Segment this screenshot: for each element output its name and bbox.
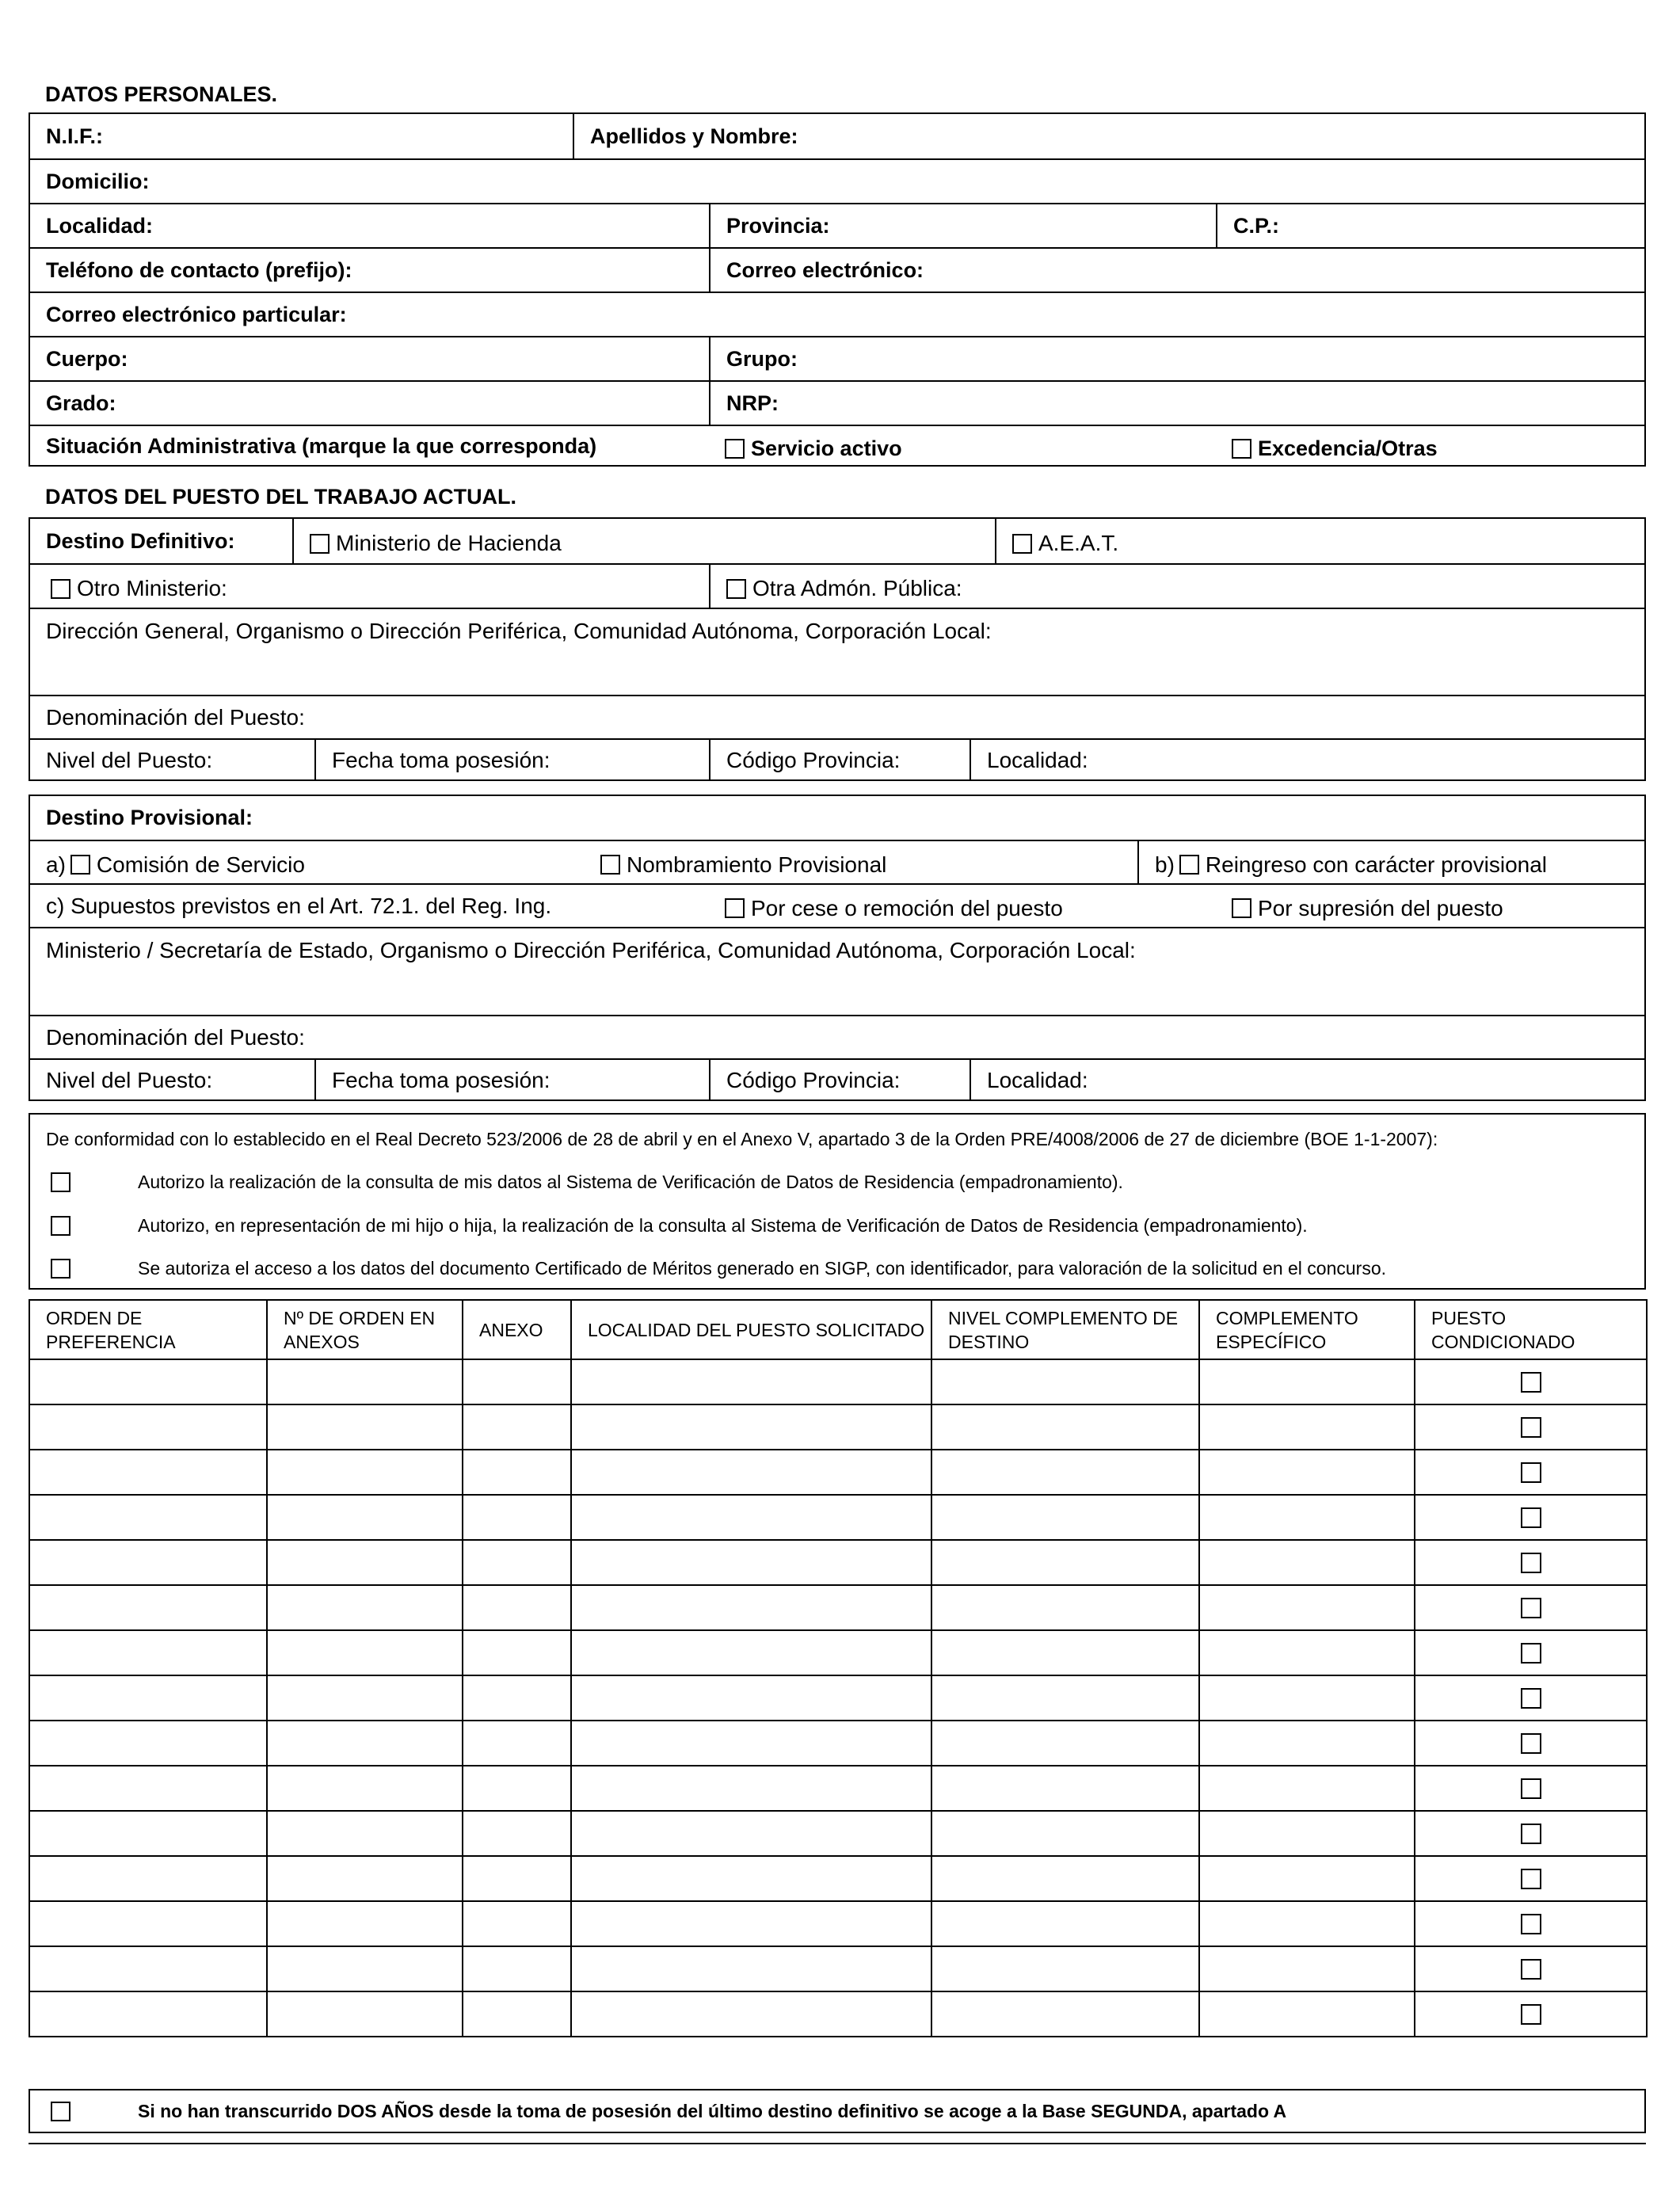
condicionado-checkbox[interactable]: [1521, 1417, 1541, 1438]
table-cell[interactable]: [267, 1811, 463, 1856]
row-denominacion: [30, 695, 1644, 738]
condicionado-checkbox[interactable]: [1521, 2004, 1541, 2025]
condicionado-cell: [1415, 1901, 1647, 1946]
base-segunda-text: Si no han transcurrido DOS AÑOS desde la toma de posesión del último destino definitivo se acoge a la Base SEGUNDA, apartado A: [138, 2100, 1287, 2121]
prov-localidad-label: Localidad:: [987, 1068, 1088, 1092]
reingreso-checkbox[interactable]: [1179, 855, 1199, 875]
servicio-activo-checkbox[interactable]: [725, 439, 745, 459]
table-row: [29, 1766, 1647, 1811]
prov-localidad-field[interactable]: [970, 1060, 1644, 1101]
row-direccion: [30, 608, 1644, 695]
table-cell[interactable]: [267, 1946, 463, 1991]
table-cell[interactable]: [267, 1630, 463, 1675]
table-cell[interactable]: [29, 1811, 267, 1856]
condicionado-cell: [1415, 1585, 1647, 1630]
nombramiento-checkbox[interactable]: [600, 855, 620, 875]
table-cell[interactable]: [1199, 1450, 1415, 1495]
direccion-field[interactable]: [30, 609, 1644, 695]
table-row: [29, 1946, 1647, 1991]
excedencia-checkbox[interactable]: [1232, 439, 1251, 459]
condicionado-cell: [1415, 1450, 1647, 1495]
condicionado-cell: [1415, 1630, 1647, 1675]
direccion-label: Dirección General, Organismo o Dirección Periférica, Comunidad Autónoma, Corporación Local:: [46, 619, 992, 643]
table-cell[interactable]: [1199, 1585, 1415, 1630]
hacienda-checkbox[interactable]: [310, 534, 330, 554]
table-cell[interactable]: [463, 1495, 571, 1540]
condicionado-checkbox[interactable]: [1521, 1643, 1541, 1664]
correo-particular-field[interactable]: [30, 293, 1644, 336]
bottom-rule: [29, 2143, 1646, 2144]
table-cell[interactable]: [931, 1901, 1199, 1946]
nrp-label: NRP:: [726, 391, 779, 415]
base-segunda-option[interactable]: [30, 2090, 1644, 2132]
condicionado-checkbox[interactable]: [1521, 1914, 1541, 1934]
table-cell[interactable]: [571, 1540, 931, 1585]
condicionado-cell: [1415, 1991, 1647, 2037]
aeat-checkbox[interactable]: [1012, 534, 1032, 554]
denominacion-label: Denominación del Puesto:: [46, 704, 305, 730]
supresion-checkbox[interactable]: [1232, 898, 1251, 918]
table-cell[interactable]: [931, 1856, 1199, 1901]
telefono-field[interactable]: [30, 249, 709, 292]
provisional-label: Destino Provisional:: [46, 806, 253, 829]
table-cell[interactable]: [931, 1359, 1199, 1404]
condicionado-cell: [1415, 1495, 1647, 1540]
cp-label: C.P.:: [1233, 213, 1280, 238]
condicionado-cell: [1415, 1359, 1647, 1404]
row-localidad: [30, 203, 1644, 247]
table-cell[interactable]: [267, 1901, 463, 1946]
condicionado-checkbox[interactable]: [1521, 1553, 1541, 1573]
nif-label: N.I.F.:: [46, 124, 103, 148]
table-row: [29, 1630, 1647, 1675]
table-row: [29, 1359, 1647, 1404]
condicionado-checkbox[interactable]: [1521, 1869, 1541, 1889]
condicionado-cell: [1415, 1721, 1647, 1766]
table-cell[interactable]: [931, 1766, 1199, 1811]
row-supuestos: [30, 883, 1644, 927]
codigo-provincia-label: Código Provincia:: [726, 748, 901, 772]
table-cell[interactable]: [29, 1540, 267, 1585]
table-cell[interactable]: [1199, 1856, 1415, 1901]
otra-admon-option[interactable]: [709, 565, 1644, 608]
table-cell[interactable]: [267, 1856, 463, 1901]
row-prov-nivel: [30, 1058, 1644, 1101]
table-cell[interactable]: [571, 1359, 931, 1404]
nivel-label: Nivel del Puesto:: [46, 748, 213, 772]
condicionado-checkbox[interactable]: [1521, 1688, 1541, 1709]
table-cell[interactable]: [1199, 1404, 1415, 1450]
nif-field[interactable]: [30, 114, 573, 158]
consent-checkbox[interactable]: [51, 1216, 70, 1236]
section-title-current-job: DATOS DEL PUESTO DEL TRABAJO ACTUAL.: [45, 485, 517, 509]
table-cell[interactable]: [463, 1991, 571, 2037]
table-cell[interactable]: [29, 1585, 267, 1630]
provincia-label: Provincia:: [726, 213, 830, 238]
table-cell[interactable]: [571, 1766, 931, 1811]
table-cell[interactable]: [463, 1359, 571, 1404]
table-cell[interactable]: [1199, 1359, 1415, 1404]
consent-box: [29, 1113, 1646, 1290]
consent-item[interactable]: [30, 1255, 1644, 1282]
table-cell[interactable]: [931, 1404, 1199, 1450]
comision-checkbox[interactable]: [70, 855, 90, 875]
table-cell[interactable]: [463, 1630, 571, 1675]
table-header-row: [29, 1300, 1647, 1359]
nivel-field[interactable]: [30, 740, 314, 781]
table-cell[interactable]: [29, 1766, 267, 1811]
table-cell[interactable]: [267, 1721, 463, 1766]
row-grado: [30, 380, 1644, 425]
telefono-label: Teléfono de contacto (prefijo):: [46, 257, 352, 282]
table-cell[interactable]: [1199, 1540, 1415, 1585]
excedencia-label: Excedencia/Otras: [1258, 436, 1438, 460]
table-cell[interactable]: [571, 1811, 931, 1856]
table-cell[interactable]: [463, 1721, 571, 1766]
nombramiento-label: Nombramiento Provisional: [627, 852, 887, 877]
table-row: [29, 1811, 1647, 1856]
table-cell[interactable]: [463, 1404, 571, 1450]
supresion-label: Por supresión del puesto: [1258, 895, 1503, 920]
otro-ministerio-label: Otro Ministerio:: [77, 576, 227, 600]
table-row: [29, 1991, 1647, 2037]
table-cell[interactable]: [571, 1991, 931, 2037]
table-cell[interactable]: [1199, 1721, 1415, 1766]
prov-fecha-label: Fecha toma posesión:: [332, 1068, 550, 1092]
table-cell[interactable]: [571, 1856, 931, 1901]
table-cell[interactable]: [931, 1946, 1199, 1991]
table-cell[interactable]: [29, 1404, 267, 1450]
row-domicilio: [30, 158, 1644, 203]
excedencia-option[interactable]: [1216, 426, 1644, 467]
table-cell[interactable]: [931, 1811, 1199, 1856]
table-cell[interactable]: [931, 1585, 1199, 1630]
table-cell[interactable]: [29, 1946, 267, 1991]
table-cell[interactable]: [1199, 1901, 1415, 1946]
situacion-label: Situación Administrativa (marque la que corresponda): [46, 434, 597, 458]
table-row: [29, 1901, 1647, 1946]
grado-field[interactable]: [30, 382, 709, 425]
aeat-option[interactable]: [995, 519, 1644, 563]
localidad-puesto-label: Localidad:: [987, 748, 1088, 772]
row-ministerio: [30, 927, 1644, 1015]
supresion-option[interactable]: [1216, 885, 1644, 927]
supuestos-label: c) Supuestos previstos en el Art. 72.1. del Reg. Ing.: [46, 893, 552, 918]
consent-item[interactable]: [30, 1212, 1644, 1239]
consent-text: Autorizo la realización de la consulta de mis datos al Sistema de Verificación de Datos de Residencia (empadronamiento).: [138, 1171, 1123, 1192]
table-cell[interactable]: [463, 1946, 571, 1991]
fecha-field[interactable]: [314, 740, 709, 781]
a-prefix: a): [46, 852, 66, 877]
condicionado-checkbox[interactable]: [1521, 1372, 1541, 1393]
table-cell[interactable]: [267, 1540, 463, 1585]
table-cell[interactable]: [1199, 1946, 1415, 1991]
table-cell[interactable]: [463, 1856, 571, 1901]
table-cell[interactable]: [29, 1721, 267, 1766]
table-row: [29, 1495, 1647, 1540]
prov-codigo-field[interactable]: [709, 1060, 970, 1101]
table-row: [29, 1856, 1647, 1901]
ministerio-field[interactable]: [30, 928, 1644, 1015]
reingreso-option[interactable]: [1137, 841, 1644, 883]
table-cell[interactable]: [571, 1901, 931, 1946]
consent-checkbox[interactable]: [51, 1172, 70, 1192]
table-cell[interactable]: [267, 1359, 463, 1404]
prov-nivel-label: Nivel del Puesto:: [46, 1068, 213, 1092]
codigo-provincia-field[interactable]: [709, 740, 970, 781]
table-cell[interactable]: [267, 1585, 463, 1630]
row-nif: [30, 114, 1644, 158]
reingreso-label: Reingreso con carácter provisional: [1205, 852, 1548, 877]
table-cell[interactable]: [29, 1991, 267, 2037]
table-row: [29, 1585, 1647, 1630]
condicionado-cell: [1415, 1946, 1647, 1991]
table-cell[interactable]: [1199, 1991, 1415, 2037]
nombre-label: Apellidos y Nombre:: [590, 124, 798, 148]
table-cell[interactable]: [463, 1540, 571, 1585]
table-cell[interactable]: [931, 1721, 1199, 1766]
table-cell[interactable]: [29, 1450, 267, 1495]
table-cell[interactable]: [463, 1585, 571, 1630]
header-localidad: LOCALIDAD DEL PUESTO SOLICITADO: [571, 1300, 931, 1359]
consent-checkbox[interactable]: [51, 1259, 70, 1279]
provisional-box: [29, 795, 1646, 1101]
consent-item[interactable]: [30, 1168, 1644, 1195]
grupo-label: Grupo:: [726, 346, 798, 371]
row-telefono: [30, 247, 1644, 292]
table-cell[interactable]: [931, 1991, 1199, 2037]
condicionado-checkbox[interactable]: [1521, 1462, 1541, 1483]
condicionado-checkbox[interactable]: [1521, 1598, 1541, 1618]
otro-ministerio-option[interactable]: [30, 565, 709, 608]
row-provisional-options: [30, 840, 1644, 883]
row-prov-denominacion: [30, 1015, 1644, 1058]
table-row: [29, 1721, 1647, 1766]
header-condicionado: PUESTO CONDICIONADO: [1415, 1300, 1647, 1359]
correo-label: Correo electrónico:: [726, 257, 924, 282]
prov-denominacion-label: Denominación del Puesto:: [46, 1024, 305, 1050]
cuerpo-label: Cuerpo:: [46, 346, 128, 371]
table-cell[interactable]: [571, 1450, 931, 1495]
localidad-puesto-field[interactable]: [970, 740, 1644, 781]
otro-ministerio-checkbox[interactable]: [51, 579, 70, 599]
provincia-field[interactable]: [709, 204, 1216, 247]
table-cell[interactable]: [29, 1630, 267, 1675]
row-cuerpo: [30, 336, 1644, 380]
nombramiento-option[interactable]: [585, 841, 1137, 883]
table-row: [29, 1540, 1647, 1585]
header-n-orden: Nº DE ORDEN EN ANEXOS: [267, 1300, 463, 1359]
definitivo-box: [29, 517, 1646, 781]
table-cell[interactable]: [463, 1811, 571, 1856]
table-cell[interactable]: [29, 1495, 267, 1540]
row-situacion: [30, 425, 1644, 467]
table-cell[interactable]: [463, 1450, 571, 1495]
condicionado-cell: [1415, 1675, 1647, 1721]
table-cell[interactable]: [1199, 1811, 1415, 1856]
otra-admon-checkbox[interactable]: [726, 579, 746, 599]
condicionado-checkbox[interactable]: [1521, 1824, 1541, 1844]
prov-nivel-field[interactable]: [30, 1060, 314, 1101]
table-cell[interactable]: [463, 1675, 571, 1721]
hacienda-option[interactable]: [292, 519, 995, 563]
table-cell[interactable]: [29, 1359, 267, 1404]
table-cell[interactable]: [571, 1495, 931, 1540]
cese-checkbox[interactable]: [725, 898, 745, 918]
table-cell[interactable]: [463, 1766, 571, 1811]
denominacion-field[interactable]: [30, 696, 1644, 738]
table-cell[interactable]: [1199, 1495, 1415, 1540]
condicionado-checkbox[interactable]: [1521, 1959, 1541, 1980]
localidad-field[interactable]: [30, 204, 709, 247]
table-cell[interactable]: [931, 1675, 1199, 1721]
row-otros: [30, 563, 1644, 608]
table-cell[interactable]: [267, 1766, 463, 1811]
table-cell[interactable]: [1199, 1630, 1415, 1675]
table-cell[interactable]: [29, 1675, 267, 1721]
table-cell[interactable]: [931, 1495, 1199, 1540]
table-cell[interactable]: [267, 1495, 463, 1540]
row-definitivo: [30, 519, 1644, 563]
hacienda-label: Ministerio de Hacienda: [336, 531, 562, 555]
prov-fecha-field[interactable]: [314, 1060, 709, 1101]
condicionado-cell: [1415, 1540, 1647, 1585]
localidad-label: Localidad:: [46, 213, 154, 238]
consent-text: Autorizo, en representación de mi hijo o hija, la realización de la consulta al Sistema de Verificación de Datos de Residencia (empadronamiento).: [138, 1214, 1308, 1236]
table-cell[interactable]: [267, 1675, 463, 1721]
otra-admon-label: Otra Admón. Pública:: [752, 576, 962, 600]
nrp-field[interactable]: [709, 382, 1644, 425]
header-complemento: COMPLEMENTO ESPECÍFICO: [1199, 1300, 1415, 1359]
servicio-activo-label: Servicio activo: [751, 436, 902, 460]
ministerio-label: Ministerio / Secretaría de Estado, Organismo o Dirección Periférica, Comunidad Autónoma, Corporación Local:: [46, 938, 1136, 962]
table-cell[interactable]: [571, 1675, 931, 1721]
condicionado-checkbox[interactable]: [1521, 1507, 1541, 1528]
table-cell[interactable]: [29, 1901, 267, 1946]
consent-intro-line: [30, 1126, 1644, 1153]
table-cell[interactable]: [571, 1946, 931, 1991]
row-correo-particular: [30, 292, 1644, 336]
condicionado-cell: [1415, 1856, 1647, 1901]
prov-codigo-label: Código Provincia:: [726, 1068, 901, 1092]
comision-label: Comisión de Servicio: [96, 852, 305, 877]
condicionado-checkbox[interactable]: [1521, 1778, 1541, 1799]
consent-text: Se autoriza el acceso a los datos del documento Certificado de Méritos generado en SIGP, con identificador, para valoración de la solicitud en el concurso.: [138, 1257, 1387, 1279]
table-cell[interactable]: [571, 1585, 931, 1630]
correo-particular-label: Correo electrónico particular:: [46, 302, 347, 326]
prov-denominacion-field[interactable]: [30, 1016, 1644, 1058]
table-cell[interactable]: [1199, 1675, 1415, 1721]
grado-label: Grado:: [46, 391, 116, 415]
table-cell[interactable]: [267, 1991, 463, 2037]
preferences-table: [29, 1299, 1648, 2037]
row-provisional: [30, 796, 1644, 840]
table-cell[interactable]: [571, 1721, 931, 1766]
table-row: [29, 1450, 1647, 1495]
condicionado-checkbox[interactable]: [1521, 1733, 1541, 1754]
aeat-label: A.E.A.T.: [1038, 531, 1119, 555]
cese-option[interactable]: [709, 885, 1216, 927]
servicio-activo-option[interactable]: [709, 426, 1216, 467]
domicilio-label: Domicilio:: [46, 169, 150, 193]
base-segunda-checkbox[interactable]: [51, 2102, 70, 2121]
table-cell[interactable]: [267, 1404, 463, 1450]
domicilio-field[interactable]: [30, 160, 1644, 203]
fecha-label: Fecha toma posesión:: [332, 748, 550, 772]
header-orden: ORDEN DE PREFERENCIA: [29, 1300, 267, 1359]
personal-data-box: [29, 112, 1646, 467]
definitivo-label: Destino Definitivo:: [46, 528, 235, 553]
row-nivel: [30, 738, 1644, 781]
base-segunda-box: [29, 2089, 1646, 2133]
section-title-personal: DATOS PERSONALES.: [45, 82, 278, 106]
correo-field[interactable]: [709, 249, 1644, 292]
condicionado-cell: [1415, 1404, 1647, 1450]
table-cell[interactable]: [931, 1540, 1199, 1585]
table-row: [29, 1675, 1647, 1721]
table-cell[interactable]: [267, 1450, 463, 1495]
condicionado-cell: [1415, 1766, 1647, 1811]
table-cell[interactable]: [571, 1404, 931, 1450]
grupo-field[interactable]: [709, 337, 1644, 380]
cuerpo-field[interactable]: [30, 337, 709, 380]
condicionado-cell: [1415, 1811, 1647, 1856]
table-cell[interactable]: [931, 1450, 1199, 1495]
header-nivel: NIVEL COMPLEMENTO DE DESTINO: [931, 1300, 1199, 1359]
consent-intro: De conformidad con lo establecido en el Real Decreto 523/2006 de 28 de abril y en el Anexo V, apartado 3 de la Orden PRE/4008/2006 de 27 de diciembre (BOE 1-1-2007):: [46, 1128, 1438, 1149]
comision-option[interactable]: [30, 841, 585, 883]
table-cell[interactable]: [931, 1630, 1199, 1675]
table-cell[interactable]: [29, 1856, 267, 1901]
nombre-field[interactable]: [573, 114, 1644, 158]
table-cell[interactable]: [571, 1630, 931, 1675]
table-row: [29, 1404, 1647, 1450]
cese-label: Por cese o remoción del puesto: [751, 895, 1063, 920]
table-cell[interactable]: [463, 1901, 571, 1946]
cp-field[interactable]: [1216, 204, 1644, 247]
table-cell[interactable]: [1199, 1766, 1415, 1811]
header-anexo: ANEXO: [463, 1300, 571, 1359]
b-prefix: b): [1155, 852, 1175, 877]
